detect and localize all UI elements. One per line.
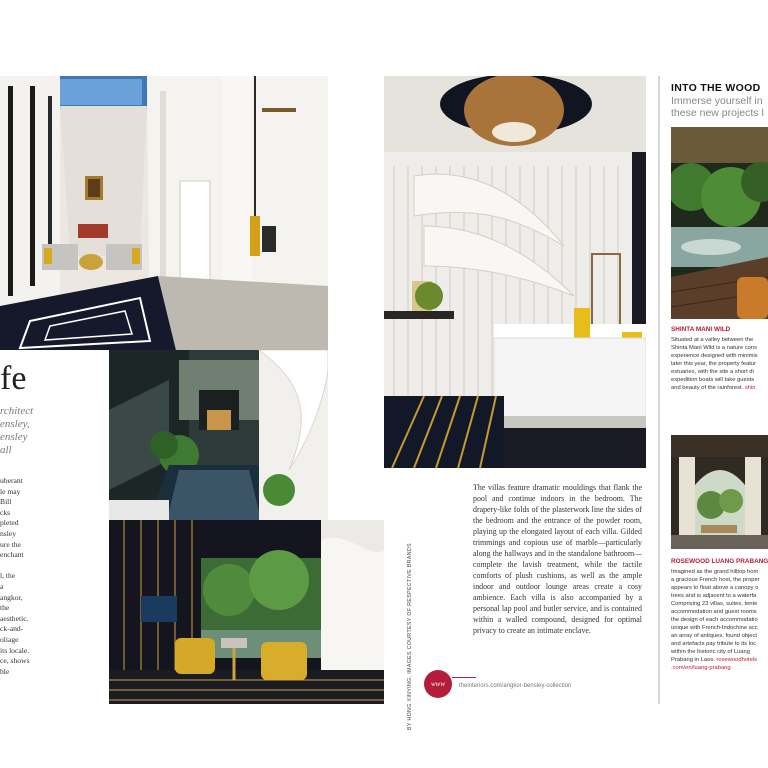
caption-line: the design of each accommodatio [671, 617, 758, 623]
body-line: ble [0, 666, 10, 676]
body-line: cks [0, 507, 11, 517]
body-line: enchant [0, 550, 24, 560]
intro-line: ensley [0, 431, 28, 443]
caption-line: Comprising 23 villas, suites, tente [671, 601, 758, 607]
body-line: aesthetic. [0, 613, 29, 623]
intro-text [0, 405, 40, 457]
caption-line: an array of antiques, found object [671, 633, 758, 639]
subtitle-line: Immerse yourself in [671, 95, 763, 107]
caption-line: later this year, the property featur [671, 361, 757, 367]
rosewood-photo [671, 435, 768, 549]
shinta-mani-link[interactable]: shin [744, 385, 756, 391]
caption-text: and beauty of the rainforest. [671, 385, 744, 391]
body-line: angkor, [0, 592, 23, 602]
body-line: pleted [0, 518, 19, 528]
intro-line: ensley, [0, 418, 30, 430]
caption-line [671, 384, 758, 392]
caption-line: experience designed with minimis [671, 353, 758, 359]
section-title: INTO THE WOOD [671, 82, 761, 94]
rosewood-caption [671, 568, 760, 672]
caption-line: Situated at a valley between the [671, 337, 754, 343]
caption-line: appears to float above a canopy o [671, 585, 759, 591]
article-url[interactable]: theinteriors.com/angkor-bensley-collection [459, 683, 572, 689]
shinta-mani-title: SHINTA MANI WILD [671, 326, 731, 333]
pool-courtyard-photo [109, 350, 328, 520]
body-line: uberant [0, 476, 23, 485]
body-line: nsley [0, 528, 17, 538]
caption-line: accommodation and guest rooms [671, 609, 757, 615]
caption-line: and artefacts pay tribute to its loc [671, 641, 757, 647]
shinta-mani-wild-photo [671, 127, 768, 319]
caption-line: trees and is adjacent to a waterfa [671, 593, 757, 599]
bedroom-photo [384, 76, 646, 468]
caption-line: unique with French-Indochine acc [671, 625, 758, 631]
hallway-photo [0, 76, 328, 350]
body-line: the [0, 603, 10, 613]
rosewood-link-continued[interactable]: .com/en/luang-prabang [671, 665, 731, 671]
left-body-column [0, 476, 50, 677]
caption-line: estuaries, with the site a short di [671, 369, 754, 375]
living-room-photo [109, 520, 384, 704]
caption-line: within the historic city of Luang [671, 649, 750, 655]
subtitle-line: these new projects l [671, 107, 764, 119]
body-line: le may [0, 486, 21, 496]
body-line: its locale. [0, 645, 30, 655]
caption-text: Prabang in Laos. [671, 657, 715, 663]
caption-line [671, 656, 760, 664]
shinta-mani-caption [671, 336, 758, 392]
body-line: oliage [0, 634, 19, 644]
intro-line: all [0, 444, 12, 456]
body-line: ce, shows [0, 656, 30, 666]
caption-line: a gracious French host, the proper [671, 577, 760, 583]
body-line: ck-and- [0, 624, 24, 634]
body-line: l, the [0, 571, 16, 581]
caption-line: expedition boats will take guests [671, 377, 755, 383]
body-line: a [0, 581, 4, 591]
section-subtitle [671, 95, 764, 119]
body-line: Bill [0, 497, 12, 507]
body-line [0, 561, 50, 572]
red-rule [452, 677, 476, 678]
photo-credit: BY HONG XINYING, IMAGES COURTESY OF RESPECTIVE BRANDS [407, 543, 413, 730]
body-line: ure the [0, 539, 21, 549]
intro-line: rchitect [0, 405, 34, 417]
headline-fragment: fe [0, 360, 27, 397]
rosewood-title: ROSEWOOD LUANG PRABANG [671, 558, 768, 565]
right-page-edge [658, 76, 660, 704]
caption-line: Imagined as the grand hilltop hom [671, 569, 759, 575]
caption-line: Shinta Mani Wild is a nature cons [671, 345, 758, 351]
rosewood-link[interactable]: rosewoodhotels [716, 657, 758, 663]
www-badge: www [424, 670, 452, 698]
article-body: The villas feature dramatic mouldings that flank the pool and continue indoors in the bedroom. The drapery-like folds of the plasterwork line the sides of the bedroom and the entrance of the powder room, playing up the elongated layout of each villa. Gilded trimmings and copious use of marble—particularly along the hallways and in the standalone bathroom—complete the lavish treatment, while the tactile comforts of plush cushions, as well as the ample indoor and outdoor lounge areas create a cosy ambience. Each villa is also accompanied by a personal lap pool and butler service, and is contained within a walled compound, designed for optimal privacy to create an intimate enclave. [473, 483, 642, 635]
